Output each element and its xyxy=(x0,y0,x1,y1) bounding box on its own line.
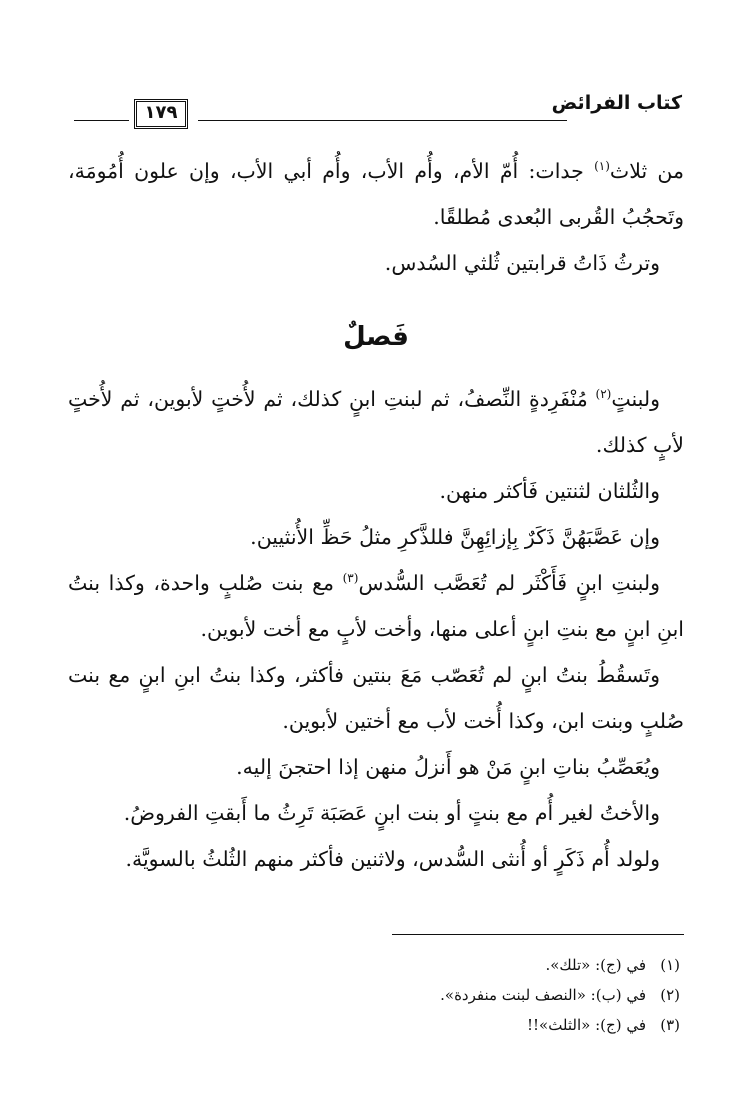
footnote-text: في (ج): «الثلث»!! xyxy=(526,1016,646,1034)
footnote-text: في (ب): «النصف لبنت منفردة». xyxy=(440,986,646,1004)
footnote-number: (١) xyxy=(660,956,680,974)
paragraph: ويُعَصِّبُ بناتِ ابنٍ مَنْ هو أَنزلُ منهن إذا احتجنَ إليه. xyxy=(236,755,660,779)
paragraph-text: جدات: أُمّ الأم، وأُم الأب، وأُم أبي الأب، وإن علون أُمُومَة، وتَحجُبُ القُربى البُعدى مُطلقًا. xyxy=(68,159,684,229)
header-rule xyxy=(198,120,567,121)
footnote-separator xyxy=(392,934,684,935)
paragraph-text: مع بنت صُلبٍ واحدة، وكذا بنتُ ابنِ ابنٍ مع بنتِ ابنٍ أعلى منها، وأخت لأبٍ مع أخت لأبوين. xyxy=(68,571,684,641)
paragraph: والثُلثان لثنتين فَأكثر منهن. xyxy=(439,479,660,503)
paragraph xyxy=(68,560,684,652)
running-title: كتاب الفرائض xyxy=(551,92,682,114)
footnotes xyxy=(68,950,684,1040)
footnote-ref[interactable]: (١) xyxy=(594,159,610,173)
paragraph: وترثُ ذَاتُ قرابتين ثُلثي السُدس. xyxy=(384,251,660,275)
paragraph-text: مُنْفَرِدةٍ النِّصفُ، ثم لبنتِ ابنٍ كذلك، ثم لأُختٍ لأبوين، ثم لأُختٍ لأبٍ كذلك. xyxy=(68,387,684,457)
footnote xyxy=(68,980,684,1010)
footnote xyxy=(68,1010,684,1040)
footnote-ref[interactable]: (٣) xyxy=(342,571,359,585)
main-text xyxy=(68,148,684,882)
footnote-ref[interactable]: (٢) xyxy=(595,387,612,401)
footnote-text: في (ج): «تلك». xyxy=(545,956,646,974)
section-title: فَصلٌ xyxy=(343,322,409,352)
paragraph-text: من ثلاث xyxy=(609,159,685,183)
footnote xyxy=(68,950,684,980)
paragraph xyxy=(68,376,684,468)
paragraph: وتَسقُطُ بنتُ ابنٍ لم تُعَصّب مَعَ بنتين فأكثر، وكذا بنتُ ابنِ ابنٍ مع بنت صُلبٍ وبنت ابن، وكذا أُخت لأب مع أختين لأبوين. xyxy=(68,663,684,733)
paragraph: وإن عَصَّبَهُنَّ ذَكَرٌ بِإزائِهِنَّ فللذَّكرِ مثلُ حَظِّ الأُنثيين. xyxy=(250,525,660,549)
page-number: ١٧٩ xyxy=(134,99,188,129)
page-header xyxy=(70,92,682,132)
footnote-number: (٢) xyxy=(660,986,680,1004)
header-rule-short xyxy=(74,120,129,121)
paragraph-text: ولبنتِ ابنٍ فَأَكْثَر لم تُعَصَّب السُّدس xyxy=(358,571,660,595)
footnote-number: (٣) xyxy=(660,1016,680,1034)
paragraph: والأختُ لغير أُم مع بنتٍ أو بنت ابنٍ عَصَبَة تَرِثُ ما أَبقتِ الفروضُ. xyxy=(123,801,660,825)
paragraph: ولولد أُم ذَكَرٍ أو أُنثى السُّدس، ولاثنين فأكثر منهم الثُلثُ بالسويَّة. xyxy=(125,847,660,871)
paragraph xyxy=(68,148,684,240)
paragraph-text: ولبنتٍ xyxy=(611,387,660,411)
